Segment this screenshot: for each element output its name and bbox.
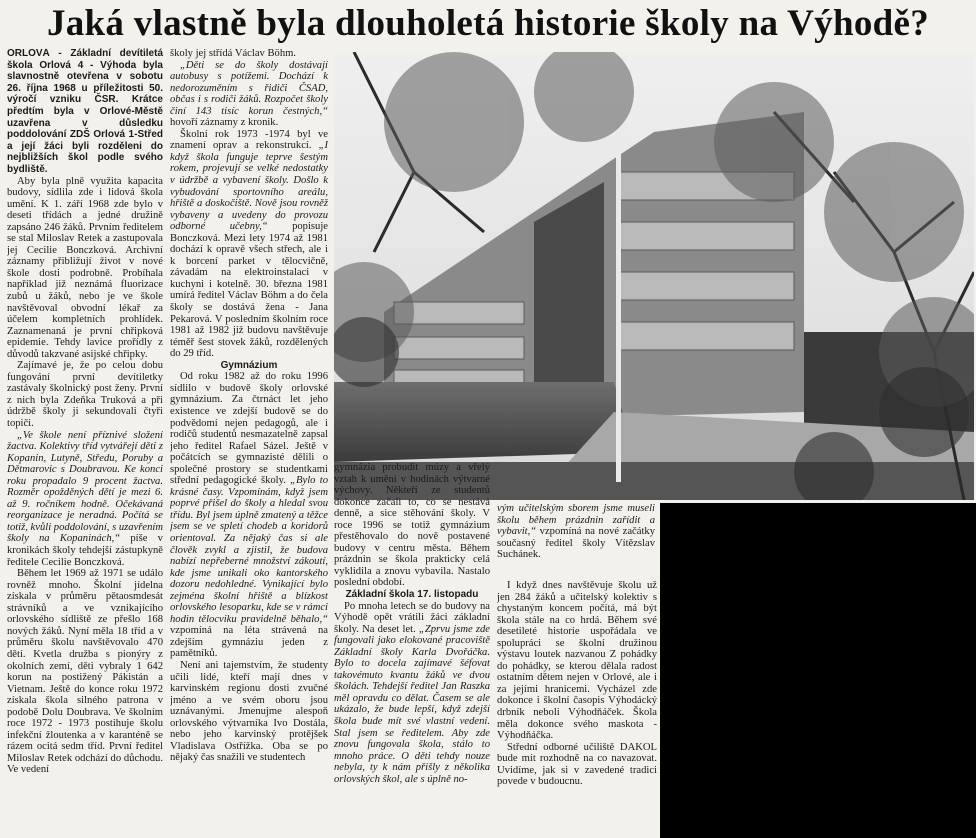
quote-text: „I když škola funguje teprve šestým rokem, projevují se velké nedostatky v údržbě a vybavení školy. Došlo k vybudování sportovního areálu, hřiště a doskočiště. Nově jsou rovněž vybaveny a uvedeny do provozu odborné učebny,“ — [170, 140, 328, 233]
subheading-gymnazium: Gymnázium — [220, 359, 278, 371]
quote-paragraph — [497, 503, 655, 561]
quote-text: „Bylo to krásné časy. Vzpomínám, když jsem poprvé přišel do školy a hledal svou třídu. Byl jsem úplně zmatený a těžce jsem se ve spletí chodeb a koridorů orientoval. Za nějaký čas si ale člověk zvykl a zjistil, že budova nabízí nepřeberné množství zákoutí, kde jsme unikali oko kantorského dozoru nedohledné. Vynikající bylo zejména školní hřiště a blízkost orlovského lesoparku, kde se v rámci hodin tělocviku pravidelně běhalo,“ — [170, 475, 328, 625]
quote-paragraph — [170, 371, 328, 660]
quote-paragraph — [170, 129, 328, 360]
quote-attribution: hovoří záznamy z kronik. — [170, 117, 279, 129]
paragraph: Střední odborné učiliště DAKOL bude mít rozhodně na co navazovat. Uvidíme, jak si v zavedené tradici povede v budoucnu. — [497, 741, 657, 788]
lead-paragraph: ORLOVÁ - Základní devítiletá škola Orlová 4 - Výhoda byla slavnostně otevřena v sobotu 26. října 1968 u příležitosti 50. výročí vzniku ČSR. Krátce předtím byla v Orlové-Městě uzavřena v důsledku poddolování ZDŠ Orlová 1-Střed a její žáci byli rozděleni do nejbližších škol podle svého bydliště. — [7, 48, 163, 175]
paragraph-text: Od roku 1982 až do roku 1996 sídlilo v budově školy orlovské gymnázium. Za čtrnáct let jeho existence ve zdejší budově se do podvědomí nejen pedagogů, ale i rodičů studentů nesmazatelně zapsal jeho ředitel Rafael Sázel. Ještě v počátcích se gymnazisté dělili o společné prostory se studentkami střední pedagogické školy. — [170, 371, 328, 487]
quote-text: vým učitelským sborem jsme museli školu během prázdnin zařídit a vybavit,“ — [497, 503, 655, 538]
paragraph: Není ani tajemstvím, že studenty učili lidé, kteří mají dnes v karvinském regionu dosti zvučné jméno a ve svém oboru jsou uznávanými. Jmenujme alespoň orlovského výtvarníka Ivo Dostála, nebo jeho karvinský protějšek Vladislava Ostřížka. Oba se po nějaký čas snažili ve studentech — [170, 659, 328, 764]
column-2 — [170, 48, 328, 838]
quote-attribution: popisuje Bonczková. Mezi lety 1974 až 1981 dochází k opravě všech střech, ale i k borcení parket v tělocvičně, závadám na elektroinstalaci v kuchyni i kotelně. 30. března 1981 umírá ředitel Václav Böhm a do čela školy se dostává žena - Jana Pekarová. V posledním školním roce 1981 až 1982 již budovu navštěvuje téměř šest stovek žáků, rozdělených do 29 tříd. — [170, 221, 328, 360]
quote-paragraph — [170, 60, 328, 129]
paragraph-text: Po mnoha letech se do budovy na Výhodě opět vrátili žáci základní školy. Na deset let. — [334, 600, 490, 635]
paragraph-text: Školní rok 1973 -1974 byl ve znamení oprav a rekonstrukcí. — [170, 128, 328, 152]
column-3 — [334, 462, 490, 838]
paragraph: Zajímavé je, že po celou dobu fungování první devítiletky zastávaly školnický post ženy. První z nich byla Zdeňka Truková a při údržbě školy ji sekundovali čtyři topiči. — [7, 360, 163, 430]
quote-text: „Zprvu jsme zde fungovali jako elokované pracoviště Základní školy Karla Dvořáčka. Bylo to docela zajímavé šéfovat takovémuto kvantu žáků ve dvou školách. Tehdejší ředitel Jan Raszka měl opravdu co dělat. Časem se ale ukázalo, že bude lepší, když zdejší škola bude mít své vlastní vedení. Stal jsem se ředitelem. Aby zde znovu fungovala škola, stálo to mnoho práce. O děti tehdy nouze nebyla, ty k nám přišly z několika orlovských škol, ale s úplně no- — [334, 623, 490, 785]
paragraph: školy jej střídá Václav Böhm. — [170, 48, 297, 59]
subheading-zakladni-skola: Základní škola 17. listopadu — [345, 589, 479, 601]
quote-attribution: vzpomíná na léta strávená na zdejším gymnáziu jeden z pamětníků. — [170, 625, 328, 660]
quote-attribution: píše v kronikách školy tehdejší zástupkyně ředitele Cecilie Bonczková. — [7, 533, 163, 568]
quote-paragraph — [334, 601, 490, 786]
article-headline: Jaká vlastně byla dlouholetá historie školy na Výhodě? — [46, 3, 930, 44]
quote-attribution: vzpomíná na nové začátky současný ředitel školy Vítězslav Suchánek. — [497, 526, 655, 561]
column-1 — [7, 48, 163, 838]
quote-text: „Děti se do školy dostávají autobusy s potížemi. Dochází k nedorozuměním s řidiči ČSAD, občas i s rodiči žáků. Rozpočet školy činí 143 tisíc korun čestných,“ — [170, 59, 328, 117]
paragraph: gymnázia probudit múzy a vřelý vztah k umění v hodinách výtvarné výchovy. Někteří ze studentů dokonce začali to, co se nestává denně, a sice stěhování školy. V roce 1996 se totiž gymnázium přestěhovalo do nově postavené budovy v centru města. Během prázdnin se škola prakticky celá vyklidila a znovu vybavila. Nastalo poslední období. — [334, 462, 490, 589]
column-4-top — [497, 503, 655, 573]
quote-text: „Ve škole není příznivé složení žactva. Kolektivy tříd vytvářejí děti z Kopanin, Lutyně, Středu, Poruby a Dětmarovic s Doubravou. Ke konci roku propadalo 9 procent žactva. Rozměr opožděných dětí je mezi 6. až 9. ročníkem hodně. Očekávaná reorganizace je neradná. Počítá se totiž, kvůli poddolování, s uzavřením školy na Kopaninách,“ — [7, 429, 163, 545]
photo-illustration — [334, 52, 974, 500]
paragraph: I když dnes navštěvuje školu už jen 284 žáků a učitelský kolektiv s chystaným koncem počítá, má být škola stále na co hrdá. Během své desetileté historie uspořádala ve spolupráci se školní družinou výstavu loutek nazvanou Z pohádky do pohádky, se kterou dělala radost ostatním dětem nejen v Orlové, ale i za jejími hranicemi. Vycházel zde dokonce i školní časopis Výhodácký drbník neboli Výhodňáček. Škola měla dokonce svého maskota - Výhodňáčka. — [497, 580, 657, 742]
paragraph: Aby byla plně využita kapacita budovy, sídlila zde i lidová škola umění. K 1. září 1968 zde bylo v deseti třídách a jedné družině zapsáno 246 žáků. Prvním ředitelem se stal Miloslav Retek a zastupovala jej Cecilie Bonczková. Archivní záznamy přibližují život v nové škole dosti podrobně. Probíhala například již neznámá fluorizace zubů u žáků, nebo je ve škole navštěvoval obvodní lékař za účelem kompletních prohlídek. Zaznamenaná je první chřipková epidemie. Tehdy lavice prořídly z důvodů takzvané asijské chřipky. — [7, 175, 163, 360]
column-4-bottom — [497, 580, 657, 838]
school-building-photo — [334, 52, 974, 500]
paragraph: Během let 1969 až 1971 se událo rovněž mnoho. Školní jídelna získala v průměru pětaosmdesát strávníků a ve vznikajícího orlovského sídliště ze přešlo 168 nových žáků. Nyní měla 18 tříd a v průměru školu navštěvovalo 470 dětí. Kvetla družba s pionýry z okolních zemí, děti vybraly 1 642 korun na postižený Pákistán a Vietnam. Ještě do konce roku 1972 získala škola silného patrona v podobě Dolu Doubrava. Ve školním roce 1972 - 1973 postihuje školu infekční žloutenka a v karanténě se rázem ocitá sedm tříd. První ředitel Miloslav Retek odchází do důchodu. Ve vedení — [7, 568, 163, 776]
quote-paragraph — [7, 430, 163, 569]
blank-black-area — [660, 503, 976, 838]
